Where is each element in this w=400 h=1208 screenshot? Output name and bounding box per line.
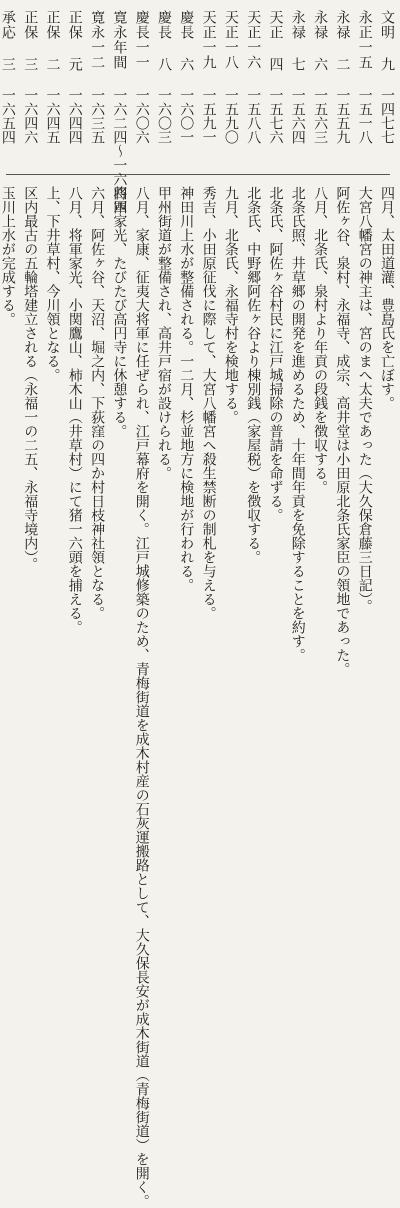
chronology-row — [265, 0, 287, 592]
chronology-row — [86, 0, 108, 620]
chronology-row — [376, 0, 398, 592]
year-cell: 一六二四〜一六四四 — [111, 88, 128, 214]
year-cell: 一五九〇 — [222, 88, 239, 144]
era-cell: 正保 元 — [66, 10, 83, 72]
chronology-row — [0, 0, 19, 592]
era-cell: 正保 二 — [44, 10, 61, 72]
era-cell: 天正一六 — [245, 10, 262, 70]
year-cell: 一五七六 — [267, 88, 284, 144]
event-cell: 玉川上水が完成する。 — [0, 186, 16, 326]
era-cell: 寛永一二 — [89, 10, 106, 70]
year-cell: 一五五九 — [334, 88, 351, 144]
event-cell: 北条氏、中野郷阿佐ヶ谷より棟別銭（家屋税）を徴収する。 — [245, 186, 262, 564]
chronology-row — [309, 0, 331, 592]
era-cell: 寛永年間 — [111, 10, 128, 70]
era-cell: 永禄 七 — [289, 10, 306, 72]
event-cell: 六月、阿佐ヶ谷、天沼、堀之内、下荻窪の四か村日枝神社領となる。 — [89, 186, 106, 620]
year-cell: 一六五四 — [0, 88, 16, 144]
era-cell: 天正 四 — [267, 10, 284, 72]
chronology-row — [287, 0, 309, 662]
year-cell: 一六〇一 — [178, 88, 195, 144]
era-cell: 慶長一一 — [133, 10, 150, 70]
chronology-row — [331, 0, 353, 676]
event-cell: 北条氏照、井草郷の開発を進めるため、十年間年貢を免除することを約す。 — [289, 186, 306, 662]
era-cell: 永正一五 — [356, 10, 373, 70]
era-cell: 承応 三 — [0, 10, 16, 72]
chronology-row — [131, 0, 153, 1208]
era-cell: 天正一八 — [222, 10, 239, 70]
era-cell: 永禄 六 — [312, 10, 329, 72]
event-cell: 八月、北条氏、泉村より年貢の段銭を徴収する。 — [312, 186, 329, 494]
event-cell: 秀吉、小田原征伐に際して、大宮八幡宮へ殺生禁断の制札を与える。 — [200, 186, 217, 620]
chronology-row — [175, 0, 197, 592]
era-cell: 慶長 六 — [178, 10, 195, 72]
year-cell: 一五六三 — [312, 88, 329, 144]
chronology-row — [153, 0, 175, 592]
year-cell: 一六〇三 — [156, 88, 172, 144]
year-cell: 一六四五 — [44, 88, 61, 144]
event-cell: 神田川上水が整備される。一二月、杉並地方に検地が行われる。 — [178, 186, 195, 592]
event-cell: 阿佐ヶ谷、泉村、永福寺、成宗、高井堂は小田原北条氏家臣の領地であった。 — [334, 186, 351, 676]
event-cell: 将軍家光、たびたび高円寺に休憩する。 — [111, 186, 128, 438]
year-cell: 一五八八 — [245, 88, 262, 144]
chronology-row — [198, 0, 220, 620]
era-cell: 慶長 八 — [156, 10, 172, 72]
era-cell: 天正一九 — [200, 10, 217, 70]
chronology-row — [64, 0, 86, 634]
event-cell: 四月、太田道灌、豊島氏を亡ぼす。 — [379, 186, 395, 410]
year-cell: 一五六四 — [289, 88, 306, 144]
chronology-row — [354, 0, 376, 613]
event-cell: 八月、将軍家光、小関鷹山、柿木山（井草村）にて猪一六頭を捕える。 — [66, 186, 83, 634]
event-cell: 九月、北条氏、永福寺村を検地する。 — [222, 186, 239, 424]
era-cell: 永禄 二 — [334, 10, 351, 72]
year-cell: 一五一八 — [356, 88, 373, 144]
chronology-row — [242, 0, 264, 592]
year-cell: 一六四六 — [22, 88, 39, 144]
event-cell: 大宮八幡宮の神主は、宮のまへ太夫であった（大久保倉藤三日記）。 — [356, 186, 373, 613]
event-cell: 区内最古の五輪塔建立される（永福一の二五、永福寺境内）。 — [22, 186, 39, 571]
year-cell: 一六〇六 — [133, 88, 150, 144]
year-cell: 一六三五 — [89, 88, 106, 144]
event-cell: 北条氏、阿佐ヶ谷村民に江戸城掃除の普請を命ずる。 — [267, 186, 284, 522]
year-cell: 一五九一 — [200, 88, 217, 144]
chronology-row — [220, 0, 242, 592]
era-cell: 正保 三 — [22, 10, 39, 72]
chronology-row — [19, 0, 41, 592]
year-cell: 一六四四 — [66, 88, 83, 144]
event-cell: 上、下井草村、今川領となる。 — [44, 186, 61, 382]
chronology-row — [42, 0, 64, 592]
era-cell: 文明 九 — [379, 10, 395, 72]
event-cell: 八月、家康、征夷大将軍に任ぜられ、江戸幕府を開く。江戸城修築のため、青梅街道を成木村産の石灰運搬路として、大久保長安が成木街道（青梅街道）を開く。 — [133, 186, 150, 1208]
event-cell: 甲州街道が整備され、高井戸宿が設けられる。 — [156, 186, 172, 480]
chronology-row — [108, 0, 130, 592]
year-cell: 一四七七 — [379, 88, 395, 144]
